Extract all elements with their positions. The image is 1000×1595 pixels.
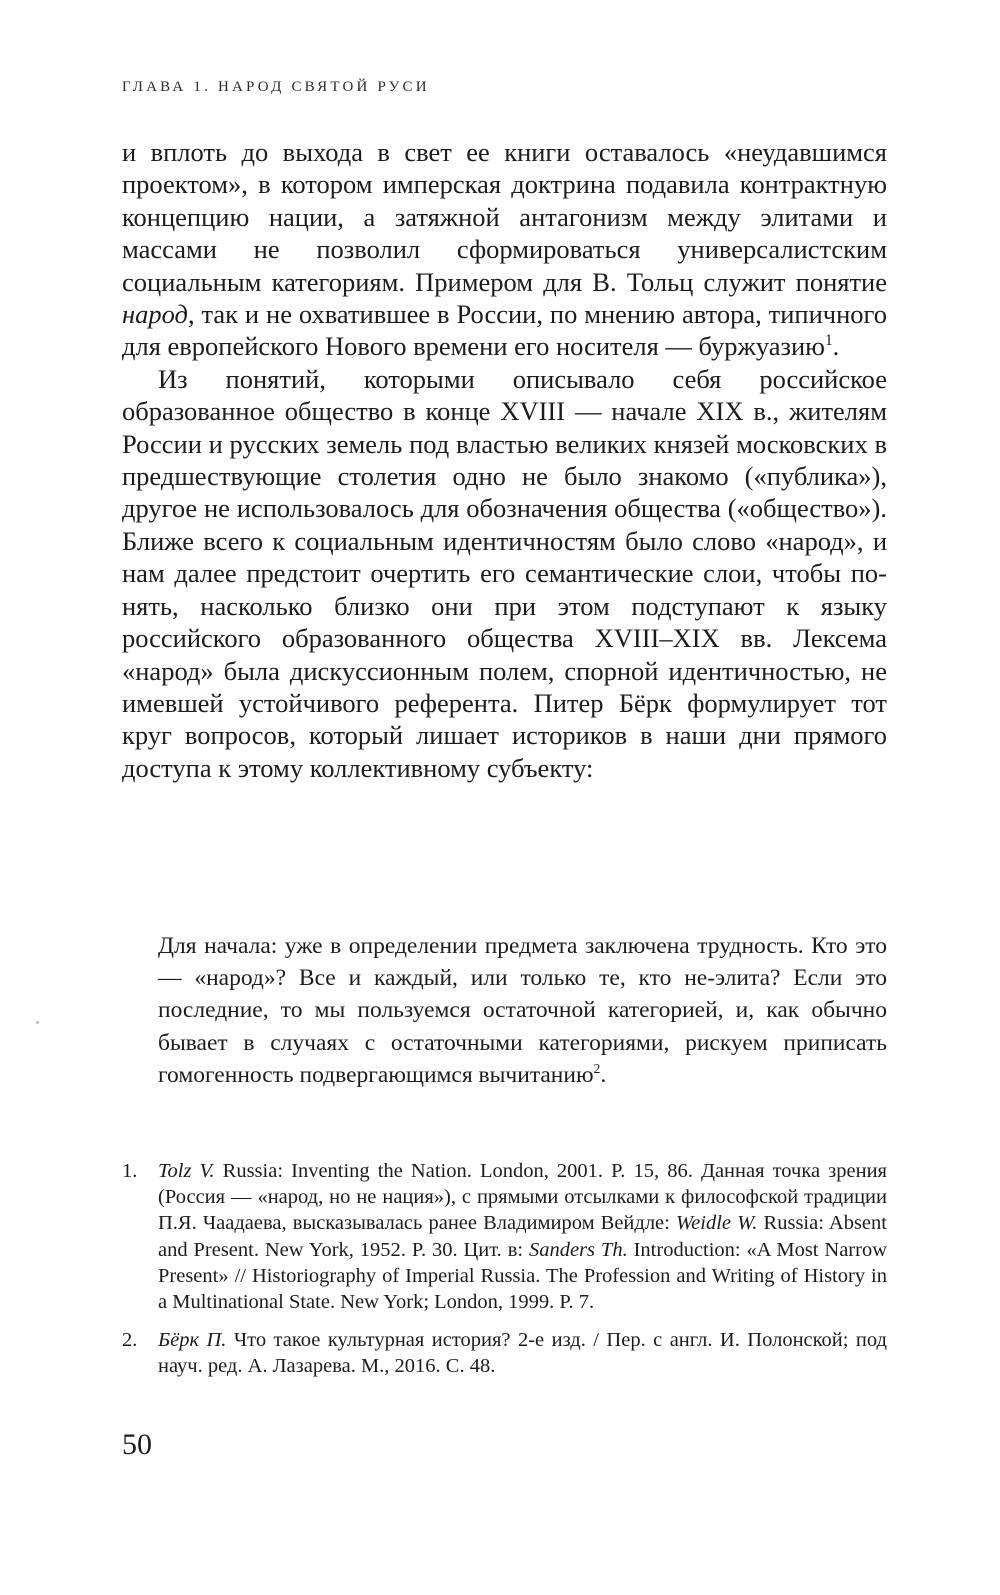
footnotes bbox=[122, 1158, 887, 1392]
block-quote-body: Для начала: уже в определении предмета заключена трудность. Кто это — «народ»? Все и каждый, или только те, кто не-элита? Если это последние, то мы пользуемся остаточной категорией, и, как обычно бывает в случаях с остаточными категориями, рискуем приписать гомогенность подвергающимся вычитанию bbox=[158, 933, 887, 1088]
block-quote-text bbox=[158, 930, 887, 1091]
paragraph-1-text-a: и вплоть до выхода в свет ее книги оставалось «неудавшимся проектом», в котором имперская доктрина подавила контрактную концепцию нации, а затяжной антагонизм между элитами и массами не позволил сформироваться универсалистским социальным категориям. Примером для В. Тольц служит понятие bbox=[122, 137, 887, 297]
paragraph-1-text-b: , так и не охватившее в России, по мнению автора, типичного для европейского Нового времени его носителя — буржуазию bbox=[122, 299, 887, 362]
footnote-ref-2[interactable]: 2 bbox=[593, 1060, 601, 1076]
footnote-1-text-c: Introduction: «A Most Narrow Present» // Historiography of Imperial Russia. The Profession and Writing of History in a Multinational State. New York; London, 1999. P. 7. bbox=[158, 1238, 887, 1314]
footnote-1-text-a: Russia: Inventing the Nation. London, 2001. P. 15, 86. Данная точка зрения (Россия — «народ, но не нация»), с прямыми отсылками к философской традиции П.Я. Чаадаева, высказывалась ранее Владимиром Вейдле: bbox=[158, 1160, 887, 1235]
main-text bbox=[122, 136, 887, 784]
running-head: ГЛАВА 1. НАРОД СВЯТОЙ РУСИ bbox=[122, 79, 430, 95]
paragraph-2: Из понятий, которыми описывало себя российское образованное общество в конце XVIII — начале XIX в., жителям России и русских земель под властью великих князей московских в предшествующие столетия одно не было знакомо («публика»), другое не использовалось для обозначения общества («общество»). Ближе всего к социальным идентичностям было слово «народ», и нам далее предстоит очертить его семантические слои, чтобы понять, насколько близко они при этом подступают к языку российского образованного общества XVIII–XIX вв. Лексема «народ» была дискуссионным полем, спорной идентичностью, не имевшей устойчивого референта. Питер Бёрк формулирует тот круг вопросов, который лишает историков в наши дни прямого доступа к этому коллективному субъекту: bbox=[122, 363, 887, 783]
block-quote bbox=[158, 930, 887, 1091]
footnote-2-author: Бёрк П. bbox=[158, 1329, 227, 1352]
footnote-1-text-b: Russia: Absent and Present. New York, 1952. P. 30. Цит. в: bbox=[158, 1212, 887, 1261]
footnote-ref-1[interactable]: 1 bbox=[824, 332, 833, 350]
paragraph-1-italic-term: народ bbox=[122, 299, 188, 330]
block-quote-end: . bbox=[600, 1061, 607, 1088]
scan-speck bbox=[36, 1021, 39, 1024]
footnote-1 bbox=[122, 1158, 887, 1315]
footnote-1-author-2: Weidle W. bbox=[675, 1212, 758, 1235]
footnote-1-number: 1. bbox=[122, 1160, 138, 1182]
footnote-2 bbox=[122, 1327, 887, 1379]
page-number: 50 bbox=[122, 1428, 152, 1461]
paragraph-1-end: . bbox=[832, 331, 840, 362]
paragraph-1 bbox=[122, 136, 887, 363]
footnote-1-author: Tolz V. bbox=[158, 1160, 215, 1182]
footnote-1-author-3: Sanders Th. bbox=[528, 1238, 628, 1261]
footnote-2-number: 2. bbox=[122, 1329, 138, 1352]
footnote-2-text-a: Что такое культурная история? 2-е изд. / Пер. с англ. И. Полонской; под науч. ред. А. Лазарева. М., 2016. С. 48. bbox=[158, 1329, 887, 1378]
